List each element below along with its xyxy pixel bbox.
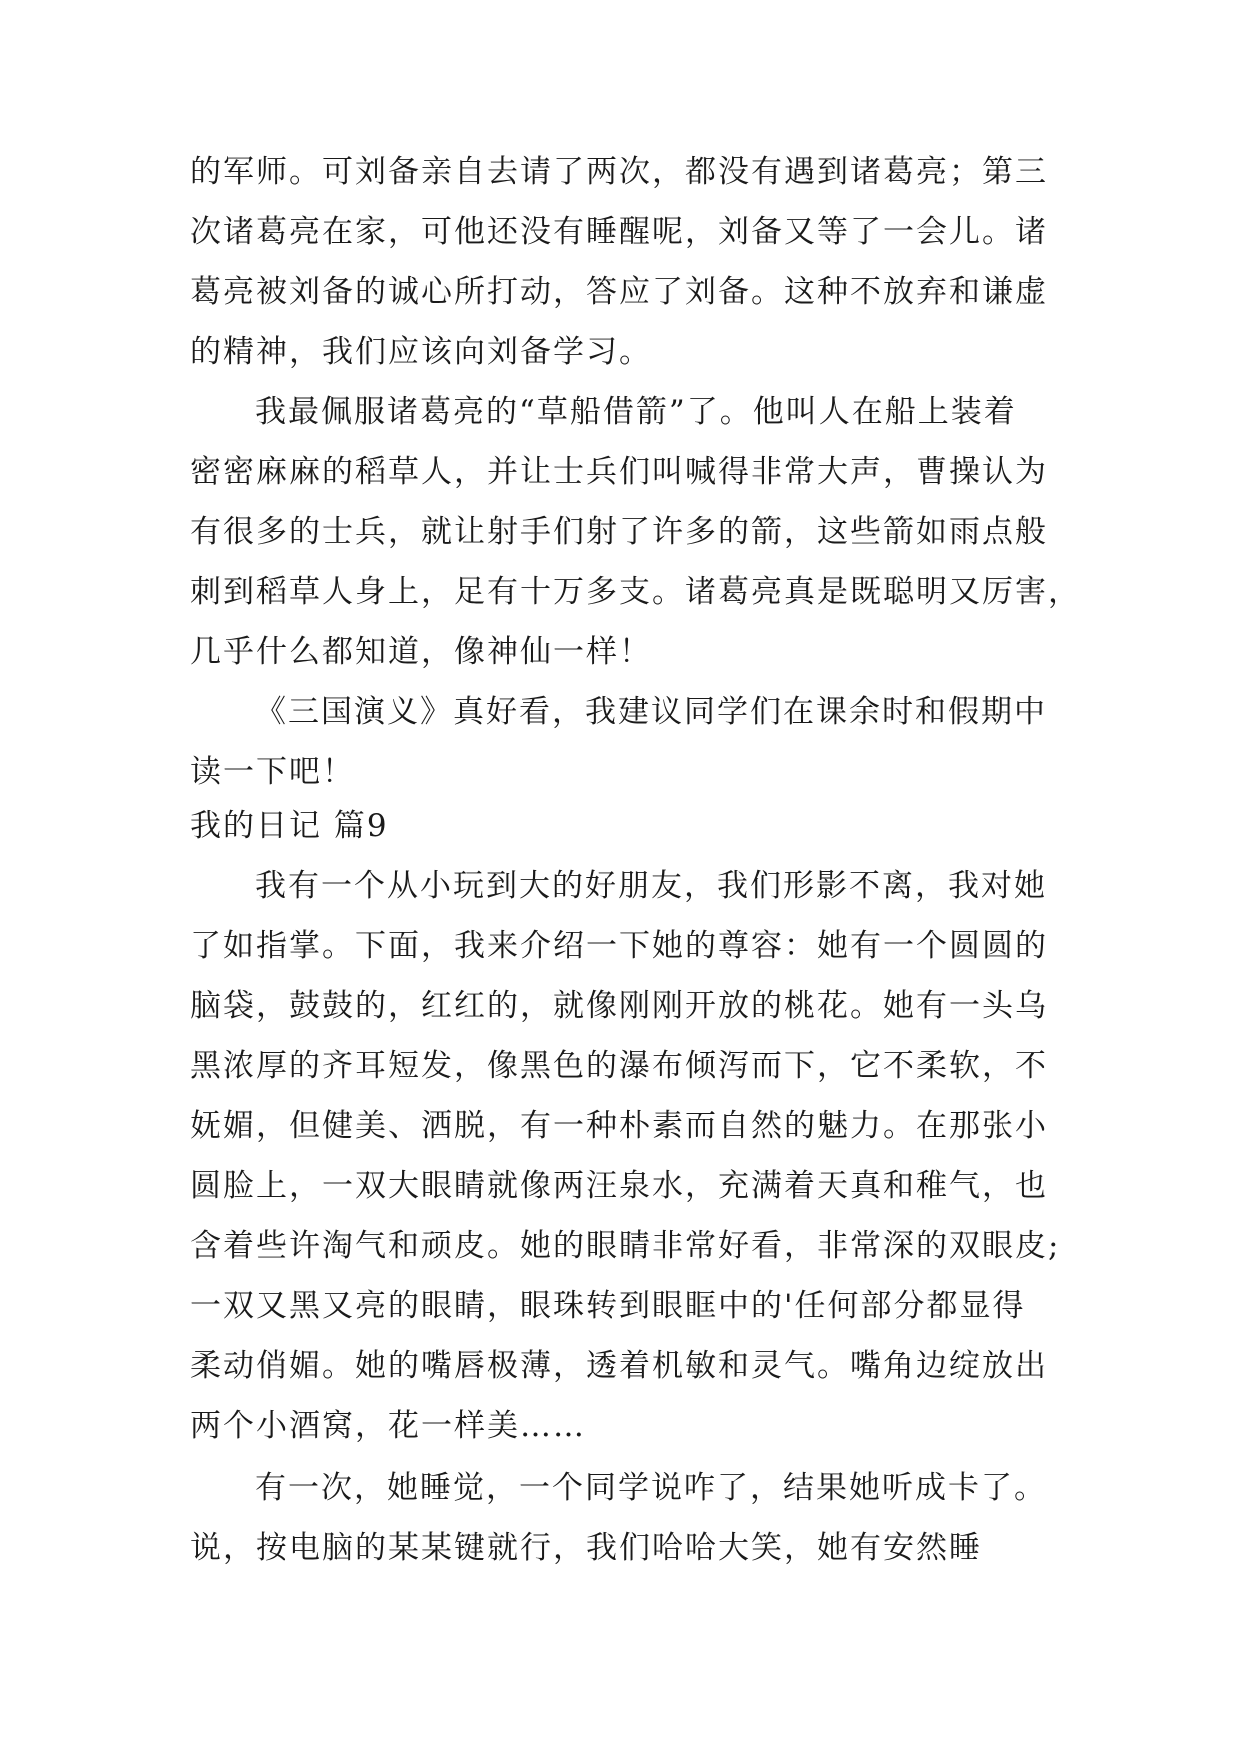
paragraph-line: 读一下吧！ xyxy=(190,754,355,790)
paragraph-line: 我有一个从小玩到大的好朋友，我们形影不离，我对她 xyxy=(255,868,1047,904)
paragraph-line: 含着些许淘气和顽皮。她的眼睛非常好看，非常深的双眼皮; xyxy=(190,1228,1061,1264)
paragraph-line: 有一次，她睡觉，一个同学说咋了，结果她听成卡了。 xyxy=(255,1470,1047,1506)
paragraph-line: 我最佩服诸葛亮的“草船借箭”了。他叫人在船上装着 xyxy=(255,394,1017,430)
paragraph-line: 刺到稻草人身上，足有十万多支。诸葛亮真是既聪明又厉害， xyxy=(190,574,1081,610)
paragraph-line: 圆脸上，一双大眼睛就像两汪泉水，充满着天真和稚气，也 xyxy=(190,1168,1048,1204)
paragraph-line: 的精神，我们应该向刘备学习。 xyxy=(190,334,652,370)
paragraph-line: 有很多的士兵，就让射手们射了许多的箭，这些箭如雨点般 xyxy=(190,514,1048,550)
paragraph-line: 一双又黑又亮的眼睛，眼珠转到眼眶中的'任何部分都显得 xyxy=(190,1288,1026,1324)
paragraph-line: 妩媚，但健美、洒脱，有一种朴素而自然的魅力。在那张小 xyxy=(190,1108,1048,1144)
paragraph-line: 的军师。可刘备亲自去请了两次，都没有遇到诸葛亮；第三 xyxy=(190,154,1048,190)
paragraph-line: 了如指掌。下面，我来介绍一下她的尊容：她有一个圆圆的 xyxy=(190,928,1048,964)
paragraph-line: 几乎什么都知道，像神仙一样！ xyxy=(190,634,652,670)
paragraph-line: 次诸葛亮在家，可他还没有睡醒呢，刘备又等了一会儿。诸 xyxy=(190,214,1048,250)
paragraph-line: 密密麻麻的稻草人，并让士兵们叫喊得非常大声，曹操认为 xyxy=(190,454,1048,490)
section-heading: 我的日记 篇9 xyxy=(190,808,389,844)
paragraph-line: 说，按电脑的某某键就行，我们哈哈大笑，她有安然睡 xyxy=(190,1530,982,1566)
paragraph-line: 葛亮被刘备的诚心所打动，答应了刘备。这种不放弃和谦虚 xyxy=(190,274,1048,310)
paragraph-line: 两个小酒窝，花一样美…… xyxy=(190,1408,586,1444)
paragraph-line: 脑袋，鼓鼓的，红红的，就像刚刚开放的桃花。她有一头乌 xyxy=(190,988,1048,1024)
paragraph-line: 《三国演义》真好看，我建议同学们在课余时和假期中 xyxy=(255,694,1047,730)
paragraph-line: 黑浓厚的齐耳短发，像黑色的瀑布倾泻而下，它不柔软，不 xyxy=(190,1048,1048,1084)
paragraph-line: 柔动俏媚。她的嘴唇极薄，透着机敏和灵气。嘴角边绽放出 xyxy=(190,1348,1048,1384)
